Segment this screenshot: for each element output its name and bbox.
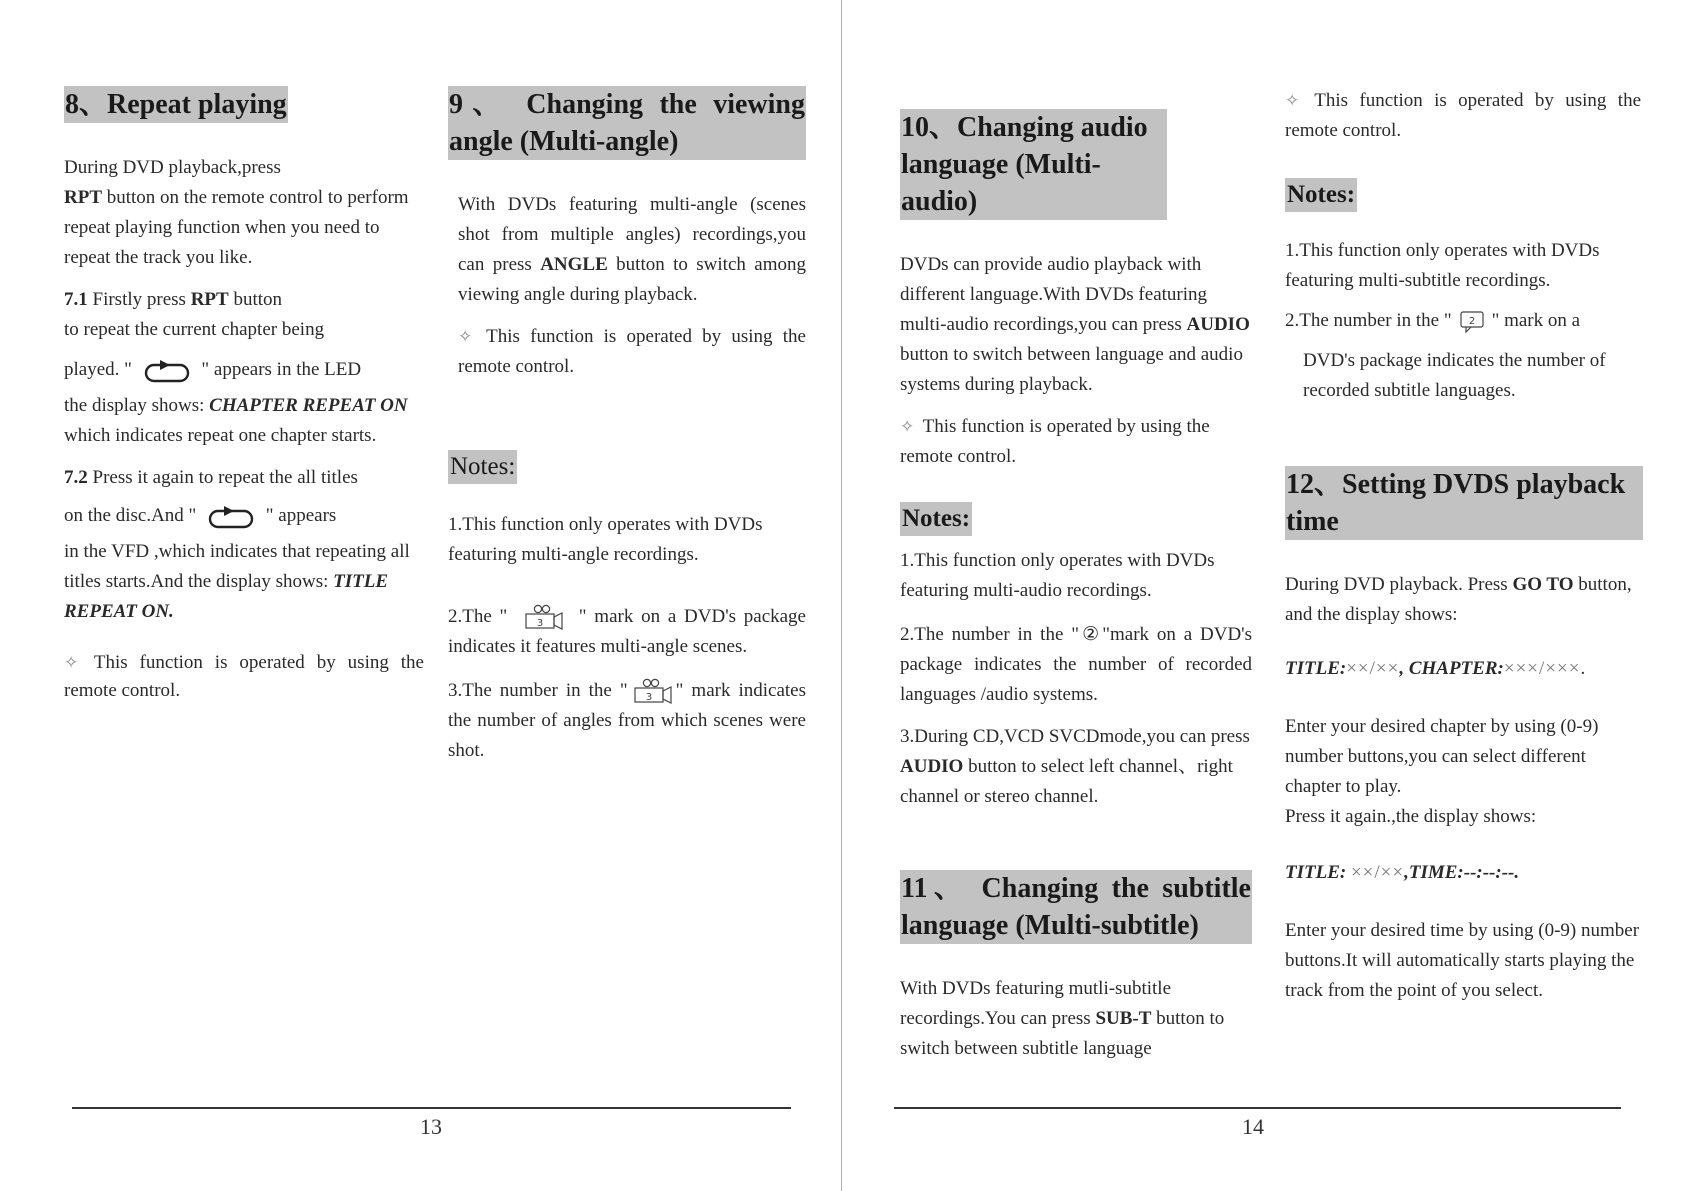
section-11-12-column bbox=[1285, 86, 1641, 1006]
left-footer-rule bbox=[72, 1107, 791, 1109]
section-9-note-2: 2.The " 3 " mark on a DVD's package indicates it features multi-angle scenes. bbox=[448, 602, 806, 662]
section-12-press-again: Press it again.,the display shows: bbox=[1285, 806, 1537, 828]
section-8-step-7-1: 7.1 Firstly press RPT button to repeat the current chapter being bbox=[64, 289, 325, 341]
section-10-note-1: 1.This function only operates with DVDs featuring multi-audio recordings. bbox=[900, 550, 1215, 602]
multi-angle-icon-number: 3 bbox=[645, 691, 652, 703]
section-10-note-2: 2.The number in the "②"mark on a DVD's package indicates the number of recorded languages /audio systems. bbox=[900, 624, 1252, 706]
section-11-body: With DVDs featuring mutli-subtitle recordings.You can press SUB-T button to switch between subtitle language bbox=[900, 978, 1225, 1060]
subtitle-icon-number: 2 bbox=[1468, 315, 1475, 327]
section-12-body-chapter: Enter your desired chapter by using (0-9) number buttons,you can select different chapter to play. bbox=[1285, 716, 1599, 798]
right-footer-rule bbox=[894, 1107, 1621, 1109]
section-9-note-3: 3.The number in the " 3 " mark indicates the number of angles from which scenes were shot. bbox=[448, 676, 806, 766]
section-12-display-chapter: TITLE:××/××, CHAPTER:×××/×××. bbox=[1285, 658, 1586, 680]
section-9-remote-note: ✧ This function is operated by using the remote control. bbox=[458, 326, 806, 378]
section-10-notes-heading: Notes: bbox=[900, 502, 972, 536]
section-12-display-time: TITLE: ××/××,TIME:--:--:--. bbox=[1285, 862, 1520, 884]
section-8-title-repeat: in the VFD ,which indicates that repeating all titles starts.And the display shows: TITLE REPEAT ON. bbox=[64, 541, 410, 623]
diamond-icon: ✧ bbox=[1285, 91, 1300, 110]
section-8-step-7-2-disc: on the disc.And " " appears bbox=[64, 501, 424, 531]
section-10-body: DVDs can provide audio playback with different language.With DVDs featuring multi-audio recordings,you can press AUDIO button to switch between language and audio systems during playback. bbox=[900, 254, 1250, 396]
left-page-number: 13 bbox=[420, 1114, 442, 1139]
section-10-notes-heading-wrap bbox=[900, 502, 1252, 536]
multi-angle-icon-number: 3 bbox=[536, 617, 544, 629]
section-11-notes-heading-wrap bbox=[1285, 178, 1641, 212]
section-8-step-7-1-led: played. " " appears in the LED bbox=[64, 355, 424, 385]
section-12-body: During DVD playback. Press GO TO button, and the display shows: bbox=[1285, 574, 1632, 626]
section-10-note-3: 3.During CD,VCD SVCDmode,you can press AUDIO button to select left channel、right channel or stereo channel. bbox=[900, 726, 1250, 808]
section-10-heading: 10、Changing audio language (Multi-audio) bbox=[900, 109, 1167, 220]
section-12-heading: 12、Setting DVDS playback time bbox=[1285, 466, 1643, 540]
diamond-icon: ✧ bbox=[458, 327, 473, 347]
repeat-all-icon bbox=[207, 504, 255, 530]
section-9-body: With DVDs featuring multi-angle (scenes shot from multiple angles) recordings,you can press ANGLE button to switch among viewing angle during playback. bbox=[458, 194, 806, 306]
section-11-heading: 11、 Changing the subtitle language (Multi-subtitle) bbox=[900, 870, 1252, 944]
section-10-remote-note: ✧ This function is operated by using the remote control. bbox=[900, 416, 1210, 468]
section-11-notes-heading: Notes: bbox=[1285, 178, 1357, 212]
section-9-notes-heading: Notes: bbox=[448, 450, 517, 484]
section-8-heading: 8、Repeat playing bbox=[64, 86, 288, 123]
section-11-note-2-cont: DVD's package indicates the number of recorded subtitle languages. bbox=[1303, 350, 1606, 402]
audio-circle-icon: ② bbox=[1078, 624, 1103, 646]
section-8-intro: During DVD playback,press RPT button on the remote control to perform repeat playing function when you need to repeat the track you like. bbox=[64, 157, 409, 269]
section-8-chapter-repeat: the display shows: CHAPTER REPEAT ON which indicates repeat one chapter starts. bbox=[64, 395, 408, 447]
section-11-note-2: 2.The number in the " 2 " mark on a bbox=[1285, 306, 1641, 336]
section-9 bbox=[448, 86, 806, 766]
multi-angle-camera-icon bbox=[521, 604, 565, 632]
section-9-notes-heading-wrap bbox=[448, 450, 806, 484]
diamond-icon: ✧ bbox=[900, 417, 915, 437]
section-11-remote-note: ✧ This function is operated by using the remote control. bbox=[1285, 90, 1641, 142]
section-8-step-7-2: 7.2 Press it again to repeat the all titles bbox=[64, 467, 358, 489]
section-10-11-column bbox=[900, 109, 1252, 1064]
right-page-number: 14 bbox=[1242, 1114, 1264, 1139]
right-page bbox=[842, 0, 1684, 1191]
section-11-note-1: 1.This function only operates with DVDs featuring multi-subtitle recordings. bbox=[1285, 240, 1600, 292]
section-12-body-time: Enter your desired time by using (0-9) number buttons.It will automatically starts playing the track from the point of you select. bbox=[1285, 920, 1640, 1002]
diamond-icon: ✧ bbox=[64, 653, 79, 673]
section-8-remote-note: ✧ This function is operated by using the remote control. bbox=[64, 652, 424, 701]
subtitle-icon bbox=[1458, 309, 1486, 335]
section-8 bbox=[64, 86, 424, 704]
section-9-note-1: 1.This function only operates with DVDs featuring multi-angle recordings. bbox=[448, 514, 763, 566]
multi-angle-camera-icon bbox=[630, 678, 674, 706]
section-9-heading: 9、 Changing the viewing angle (Multi-angle) bbox=[448, 86, 806, 160]
repeat-icon bbox=[143, 358, 191, 384]
left-page bbox=[0, 0, 841, 1191]
